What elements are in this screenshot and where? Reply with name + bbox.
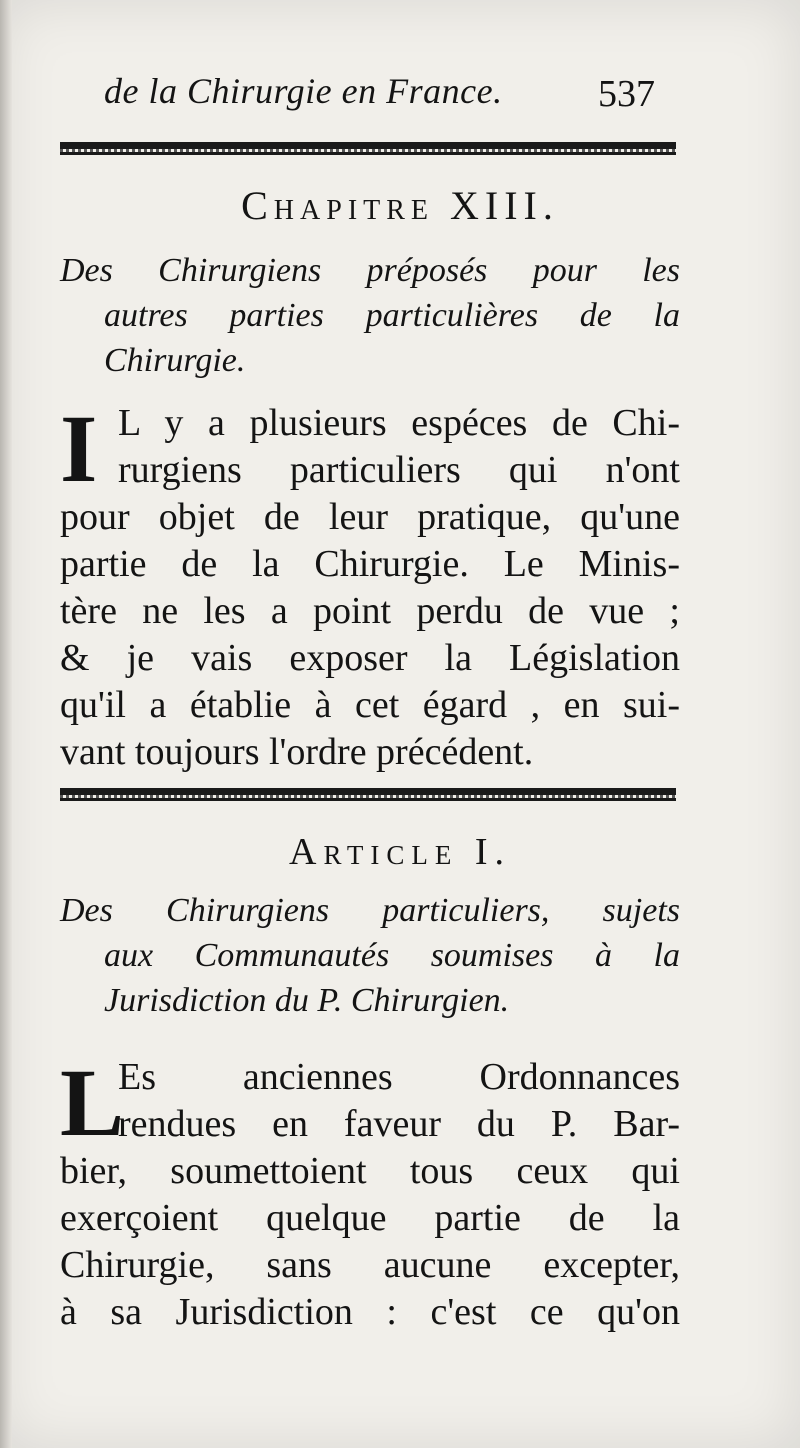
paragraph-line: tère ne les a point perdu de vue ; [60,590,680,632]
paragraph-line: pour objet de leur pratique, qu'une [60,496,680,538]
article-heading: Article I. [289,831,511,873]
paragraph-line: bier, soumettoient tous ceux qui [60,1150,680,1192]
drop-cap: I [60,395,98,502]
paragraph-line: rurgiens particuliers qui n'ont [118,449,680,491]
chapter-subtitle-line: autres parties particulières de la [104,297,680,334]
paragraph-line: L y a plusieurs espéces de Chi- [118,402,680,444]
article-subtitle-line: Jurisdiction du P. Chirurgien. [104,982,510,1019]
running-title: de la Chirurgie en France. [104,71,503,111]
paragraph-line: vant toujours l'ordre précédent. [60,731,534,773]
article-paragraph [60,1049,680,1336]
drop-cap: L [60,1049,125,1156]
double-rule-middle [60,788,676,801]
paragraph-line: partie de la Chirurgie. Le Minis- [60,543,680,585]
article-subtitle [60,888,680,1023]
paragraph-line: Es anciennes Ordonnances [118,1056,680,1098]
paragraph-line: & je vais exposer la Législation [60,637,680,679]
page-number: 537 [598,73,655,115]
article-subtitle-line: aux Communautés soumises à la [104,937,680,974]
paragraph-line: rendues en faveur du P. Bar- [118,1103,680,1145]
article-subtitle-line: Des Chirurgiens particuliers, sujets [60,892,680,929]
paragraph-line: qu'il a établie à cet égard , en sui- [60,684,680,726]
paragraph-line: Chirurgie, sans aucune excepter, [60,1244,680,1286]
paragraph-line: exerçoient quelque partie de la [60,1197,680,1239]
running-head [0,66,800,126]
double-rule-top [60,142,676,155]
chapter-subtitle [60,248,680,383]
chapter-paragraph [60,395,680,776]
chapter-subtitle-line: Des Chirurgiens préposés pour les [60,252,680,289]
chapter-heading: Chapitre XIII. [241,183,559,228]
paragraph-line: à sa Jurisdiction : c'est ce qu'on [60,1291,680,1333]
chapter-subtitle-line: Chirurgie. [104,342,246,379]
